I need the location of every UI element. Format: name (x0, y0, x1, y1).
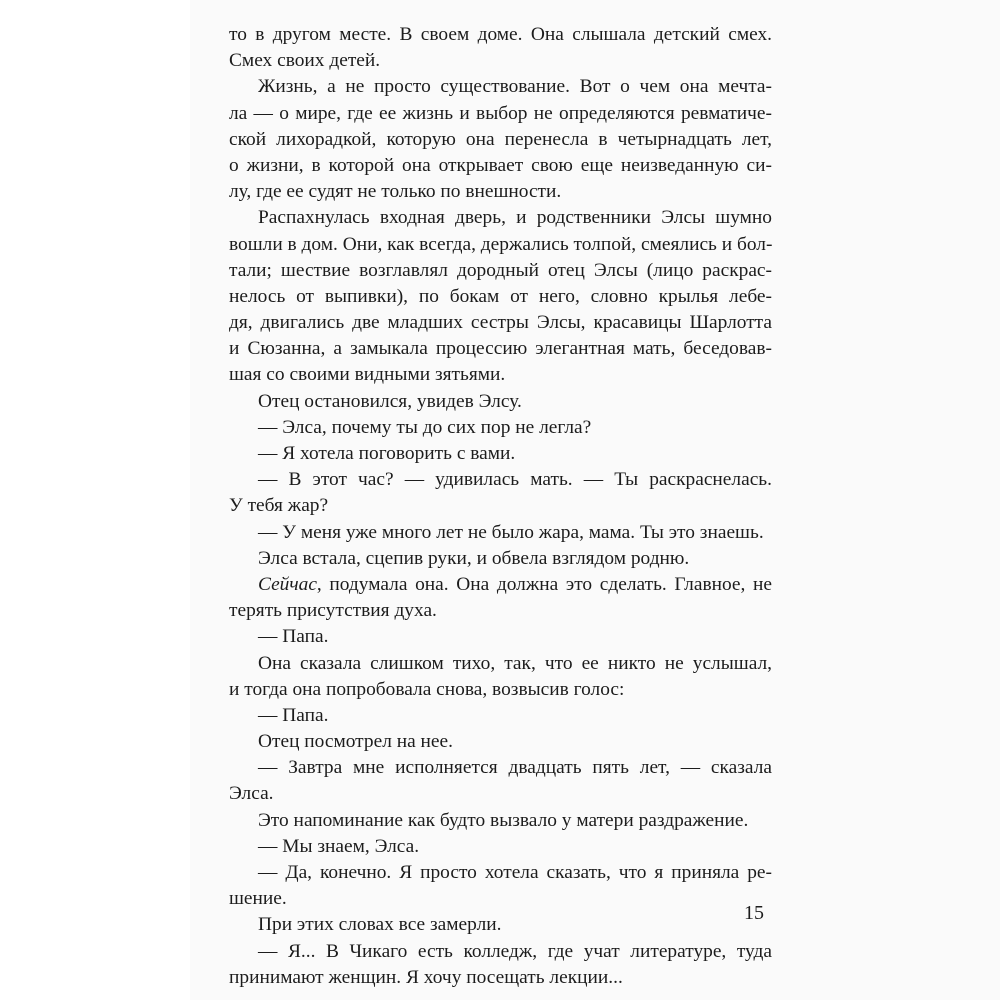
paragraph (229, 860, 772, 912)
text-run: то в другом месте. В своем доме. Она слышала детский смех. (229, 24, 772, 45)
text-line (229, 860, 772, 886)
text-run: вошли в дом. Они, как всегда, держались толпой, смеялись и бол- (229, 233, 773, 255)
text-line (229, 520, 772, 546)
text-run: , подумала она. Она должна это сделать. Главное, не (316, 573, 772, 595)
text-line (229, 729, 772, 755)
text-line (229, 74, 772, 100)
paragraph (229, 808, 772, 834)
text-line (229, 101, 772, 127)
paragraph (229, 389, 772, 415)
text-run: принимают женщин. Я хочу посещать лекции... (229, 966, 623, 988)
text-line (229, 362, 772, 388)
text-run: дя, двигались две младших сестры Элсы, красавицы Шарлотта (229, 312, 772, 334)
text-line (229, 284, 772, 310)
text-run: Элса встала, сцепив руки, и обвела взглядом родню. (258, 547, 690, 569)
paragraph (229, 467, 772, 519)
text-run: Элса. (229, 783, 274, 805)
text-line (229, 310, 772, 336)
text-line (229, 179, 772, 205)
text-run: Отец остановился, увидев Элсу. (258, 390, 522, 412)
text-run: шая со своими видными зятьями. (229, 364, 506, 386)
text-run: о жизни, в которой она открывает свою еще неизведанную си- (229, 154, 772, 176)
paragraph (229, 572, 772, 624)
page-number: 15 (744, 902, 764, 924)
paragraph (229, 703, 772, 729)
text-line (229, 781, 772, 807)
paragraph (229, 546, 772, 572)
text-line (229, 48, 772, 74)
text-run: — Завтра мне исполняется двадцать пять лет, — сказала (258, 757, 772, 779)
paragraph (229, 755, 772, 807)
text-run: — Мы знаем, Элса. (258, 835, 420, 857)
text-line (229, 598, 772, 624)
text-run: — Папа. (258, 626, 329, 648)
text-line (229, 205, 772, 231)
text-run: У тебя жар? (229, 495, 329, 517)
text-line (229, 808, 772, 834)
text-line (229, 677, 772, 703)
text-run: — Я хотела поговорить с вами. (258, 443, 516, 464)
text-run: ской лихорадкой, которую она перенесла в четырнадцать лет, (229, 128, 772, 150)
text-run: — Элса, почему ты до сих пор не легла? (258, 416, 592, 438)
text-run: При этих словах все замерли. (258, 914, 502, 936)
text-line (229, 886, 772, 912)
text-line (229, 493, 772, 519)
text-run: — У меня уже много лет не было жара, мама. Ты это знаешь. (258, 521, 764, 543)
text-line (229, 624, 772, 650)
text-run: Смех своих детей. (229, 50, 381, 72)
text-line (229, 572, 772, 598)
paragraph (229, 74, 772, 205)
text-line (229, 232, 772, 258)
text-run: Отец посмотрел на нее. (258, 731, 453, 753)
italic-word: Сейчас (258, 573, 317, 595)
text-line (229, 651, 772, 677)
text-run: Жизнь, а не просто существование. Вот о чем она мечта- (258, 76, 772, 98)
text-run: Это напоминание как будто вызвало у матери раздражение. (258, 809, 749, 831)
paragraph (229, 624, 772, 650)
text-line (229, 703, 772, 729)
paragraph (229, 651, 772, 703)
paragraph (229, 729, 772, 755)
paragraph (229, 22, 772, 74)
text-run: Распахнулась входная дверь, и родственники Элсы шумно (258, 207, 772, 229)
text-line (229, 336, 772, 362)
paragraph (229, 205, 772, 388)
text-run: тали; шествие возглавлял дородный отец Элсы (лицо раскрас- (229, 259, 772, 281)
text-line (229, 415, 772, 441)
paragraph (229, 834, 772, 860)
text-run: — Я... В Чикаго есть колледж, где учат литературе, туда (258, 940, 772, 962)
text-line (229, 127, 772, 153)
text-run: ла — о мире, где ее жизнь и выбор не определяются ревматиче- (229, 102, 772, 124)
text-line (229, 22, 772, 48)
paragraph (229, 415, 772, 441)
paragraph (229, 441, 772, 467)
text-run: — Папа. (258, 704, 329, 726)
text-line (229, 939, 772, 965)
text-run: и Сюзанна, а замыкала процессию элегантная мать, беседовав- (229, 338, 772, 360)
text-run: нелось от выпивки), по бокам от него, словно крылья лебе- (229, 285, 772, 307)
text-line (229, 258, 772, 284)
text-line (229, 546, 772, 572)
text-run: и тогда она попробовала снова, возвысив голос: (229, 678, 625, 700)
paragraph (229, 939, 772, 991)
text-run: — В этот час? — удивилась мать. — Ты раскраснелась. (258, 469, 772, 491)
text-line (229, 912, 772, 938)
paragraph (229, 520, 772, 546)
text-line (229, 834, 772, 860)
text-run: терять присутствия духа. (229, 600, 437, 622)
text-run: — Да, конечно. Я просто хотела сказать, что я приняла ре- (258, 862, 772, 883)
body-text (229, 22, 772, 991)
text-run: шение. (229, 888, 287, 910)
paragraph (229, 912, 772, 938)
text-line (229, 389, 772, 415)
text-line (229, 467, 772, 493)
text-line (229, 755, 772, 781)
text-run: Она сказала слишком тихо, так, что ее никто не услышал, (258, 652, 772, 674)
text-line (229, 153, 772, 179)
text-line (229, 965, 772, 991)
text-run: лу, где ее судят не только по внешности. (229, 181, 562, 203)
text-line (229, 441, 772, 467)
